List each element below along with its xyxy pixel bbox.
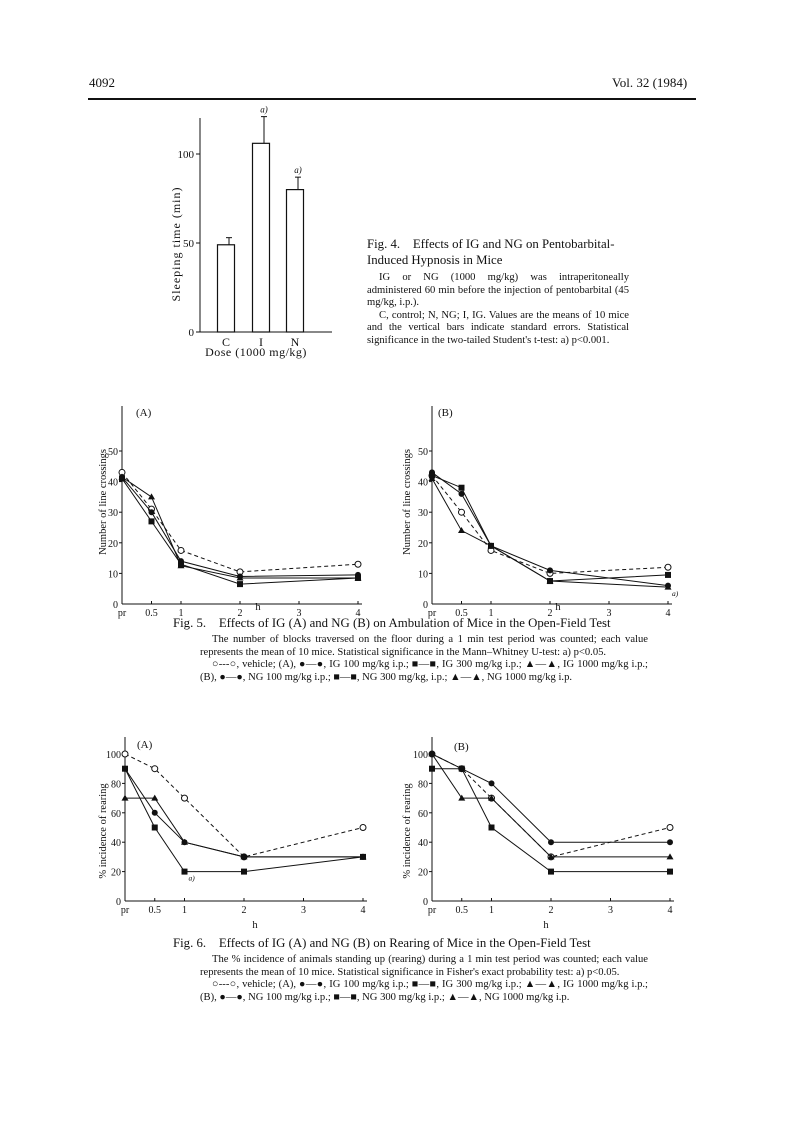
fig4-significance-mark: a) [260,104,268,115]
x-tick-label: 2 [548,905,554,916]
fig4-significance-mark: a) [294,165,302,176]
fig6b-y-axis-label: % incidence of rearing [402,783,413,879]
data-point-filled-square [459,766,465,772]
data-point-open-circle [178,547,184,553]
x-tick-label: 1 [488,608,494,619]
fig4-y-tick-label: 100 [177,149,194,161]
x-tick-label: 4 [355,608,361,619]
data-point-open-circle [459,509,465,515]
fig5-legend: ○---○, vehicle; (A), ●—●, IG 100 mg/kg i.p.; ■—■, IG 300 mg/kg i.p.; ▲—▲, IG 1000 mg/kg i.p.; (B), ●—●, NG 100 mg/kg i.p.; ■—■, NG 300 mg/kg, i.p.; ▲—▲, NG 1000 mg/kg i.p. [200,659,648,683]
x-tick-label: pr [120,905,130,916]
fig4-bar [287,190,304,332]
data-point-filled-square [665,572,671,578]
data-point-filled-circle [547,567,553,573]
fig4-bar [253,143,270,332]
series-line-filled-circle [125,769,363,857]
fig4-y-tick-label: 0 [188,327,194,339]
page-number: 4092 [89,75,115,90]
x-tick-label: 4 [360,905,366,916]
fig6-caption [173,935,648,1004]
x-tick-label: 3 [301,905,306,916]
y-tick-label: 80 [111,779,121,791]
y-tick-label: 80 [418,779,428,791]
data-point-filled-square [152,825,158,831]
fig4-caption [367,236,629,348]
y-tick-label: 20 [418,867,428,879]
fig4-caption-body-2: C, control; N, NG; I, IG. Values are the means of 10 mice and the vertical bars indicate standard errors. Statistical significance in the two-tailed Student's t-test: a) p<0.001. [367,309,629,346]
fig6a-y-axis-label: % incidence of rearing [98,783,109,879]
data-point-filled-square [548,869,554,875]
fig4-category-label: C [221,335,231,349]
data-point-open-circle [665,564,671,570]
data-point-filled-triangle [458,795,465,801]
y-tick-label: 0 [113,600,118,611]
series-line-open-circle [125,754,363,857]
data-point-open-circle [152,766,158,772]
x-tick-label: pr [427,905,437,916]
data-point-filled-circle [489,780,495,786]
y-tick-label: 60 [111,808,121,820]
data-point-filled-square [489,825,495,831]
x-tick-label: 2 [241,905,247,916]
y-tick-label: 20 [108,538,118,550]
x-tick-label: 1 [178,608,184,619]
fig4-x-axis-label: Dose (1000 mg/kg) [205,345,307,359]
data-point-filled-triangle [151,795,158,801]
significance-mark: a) [188,873,195,883]
fig5a-x-axis-label: h [255,602,261,613]
data-point-filled-square [429,766,435,772]
x-tick-label: 0.5 [148,905,161,916]
data-point-filled-triangle [148,493,155,499]
x-tick-label: 3 [608,905,613,916]
series-line-filled-circle [122,477,358,576]
header-rule [88,98,696,100]
data-point-open-circle [182,795,188,801]
significance-mark: a) [672,589,679,599]
data-point-open-circle [667,825,673,831]
y-tick-label: 20 [111,867,121,879]
series-line-filled-square [122,479,358,585]
fig4-caption-title: Fig. 4. Effects of IG and NG on Pentobarbital-Induced Hypnosis in Mice [367,237,615,267]
fig6b-line-chart [398,735,698,930]
fig4-y-axis-label: Sleeping time (min) [169,186,183,302]
fig6b-x-axis-label: h [543,920,549,931]
x-tick-label: 4 [667,905,673,916]
y-tick-label: 40 [111,838,121,850]
data-point-filled-triangle [458,527,465,533]
x-tick-label: 0.5 [145,608,158,619]
volume-label: Vol. 32 (1984) [612,75,688,90]
data-point-filled-circle [667,839,673,845]
y-tick-label: 30 [418,508,428,520]
y-tick-label: 10 [108,569,118,581]
data-point-filled-circle [152,810,158,816]
x-tick-label: 3 [296,608,302,619]
fig5a-line-chart [92,402,392,619]
fig5b-y-axis-label: Number of line crossings [402,449,413,555]
series-line-filled-triangle [122,477,358,578]
y-tick-label: 30 [108,508,118,520]
fig6-legend: ○---○, vehicle; (A), ●—●, IG 100 mg/kg i.p.; ■—■, IG 300 mg/kg i.p.; ▲—▲, IG 1000 mg/kg i.p.; (B), ●—●, NG 100 mg/kg i.p.; ■—■, NG 300 mg/kg i.p.; ▲—▲, NG 1000 mg/kg i.p. [200,979,648,1003]
fig6a-panel-label: (A) [137,739,153,751]
data-point-open-circle [355,561,361,567]
fig4-bar-chart [150,104,350,370]
x-tick-label: 1 [182,905,187,916]
data-point-filled-square [241,869,247,875]
x-tick-label: 1 [489,905,494,916]
x-tick-label: 0.5 [455,608,468,619]
fig5-caption-body: The number of blocks traversed on the floor during a 1 min test period was counted; each value represents the mean of 10 mice. Statistical significance in the Mann–Whitney U-test: a) p<0.05. [200,634,648,658]
y-tick-label: 40 [418,477,428,489]
y-tick-label: 10 [418,569,428,581]
fig6-caption-body: The % incidence of animals standing up (rearing) during a 1 min test period was counted; each value represents the mean of 10 mice. Statistical significance in Fisher's exact probability test: a) p<0.05. [200,954,648,978]
fig6a-line-chart [92,735,392,930]
series-line-filled-square [432,475,668,581]
series-line-open-circle [432,475,668,573]
data-point-filled-square [149,518,155,524]
fig4-caption-body: IG or NG (1000 mg/kg) was intraperitoneally administered 60 min before the injection of pentobarbital (45 mg/kg, i.p.). [367,272,629,309]
y-tick-label: 0 [423,897,428,908]
data-point-filled-triangle [122,795,129,801]
fig5a-y-axis-label: Number of line crossings [98,449,109,555]
data-point-filled-square [459,485,465,491]
y-tick-label: 60 [418,808,428,820]
x-tick-label: 3 [606,608,612,619]
fig6a-x-axis-label: h [252,920,258,931]
fig4-bar [218,245,235,332]
x-tick-label: 0.5 [455,905,468,916]
x-tick-label: 4 [665,608,671,619]
y-tick-label: 50 [108,447,118,458]
fig4-category-label: N [290,335,300,349]
fig5b-line-chart [398,402,698,619]
data-point-open-circle [122,751,128,757]
fig4-category-label: I [259,335,263,349]
y-tick-label: 0 [423,600,428,611]
y-tick-label: 100 [106,750,121,761]
data-point-filled-circle [149,509,155,515]
fig5-caption [173,615,648,684]
x-tick-label: 2 [237,608,243,619]
series-line-filled-triangle [125,798,363,857]
data-point-filled-square [182,869,188,875]
fig6b-panel-label: (B) [454,741,469,753]
data-point-open-circle [360,825,366,831]
fig6-caption-title: Fig. 6. Effects of IG (A) and NG (B) on Rearing of Mice in the Open-Field Test [173,936,591,950]
y-tick-label: 40 [418,838,428,850]
y-tick-label: 0 [116,897,121,908]
y-tick-label: 100 [413,750,428,761]
x-tick-label: pr [117,608,127,619]
fig5b-x-axis-label: h [555,602,561,613]
data-point-filled-square [122,766,128,772]
x-tick-label: pr [427,608,437,619]
fig5b-panel-label: (B) [438,407,453,419]
fig5-caption-title: Fig. 5. Effects of IG (A) and NG (B) on Ambulation of Mice in the Open-Field Test [173,616,611,630]
y-tick-label: 50 [418,447,428,458]
x-tick-label: 2 [547,608,553,619]
y-tick-label: 40 [108,477,118,489]
fig4-y-tick-label: 50 [183,238,194,250]
data-point-filled-square [237,581,243,587]
data-point-filled-circle [548,839,554,845]
y-tick-label: 20 [418,538,428,550]
fig5a-panel-label: (A) [136,407,152,419]
data-point-filled-square [667,869,673,875]
